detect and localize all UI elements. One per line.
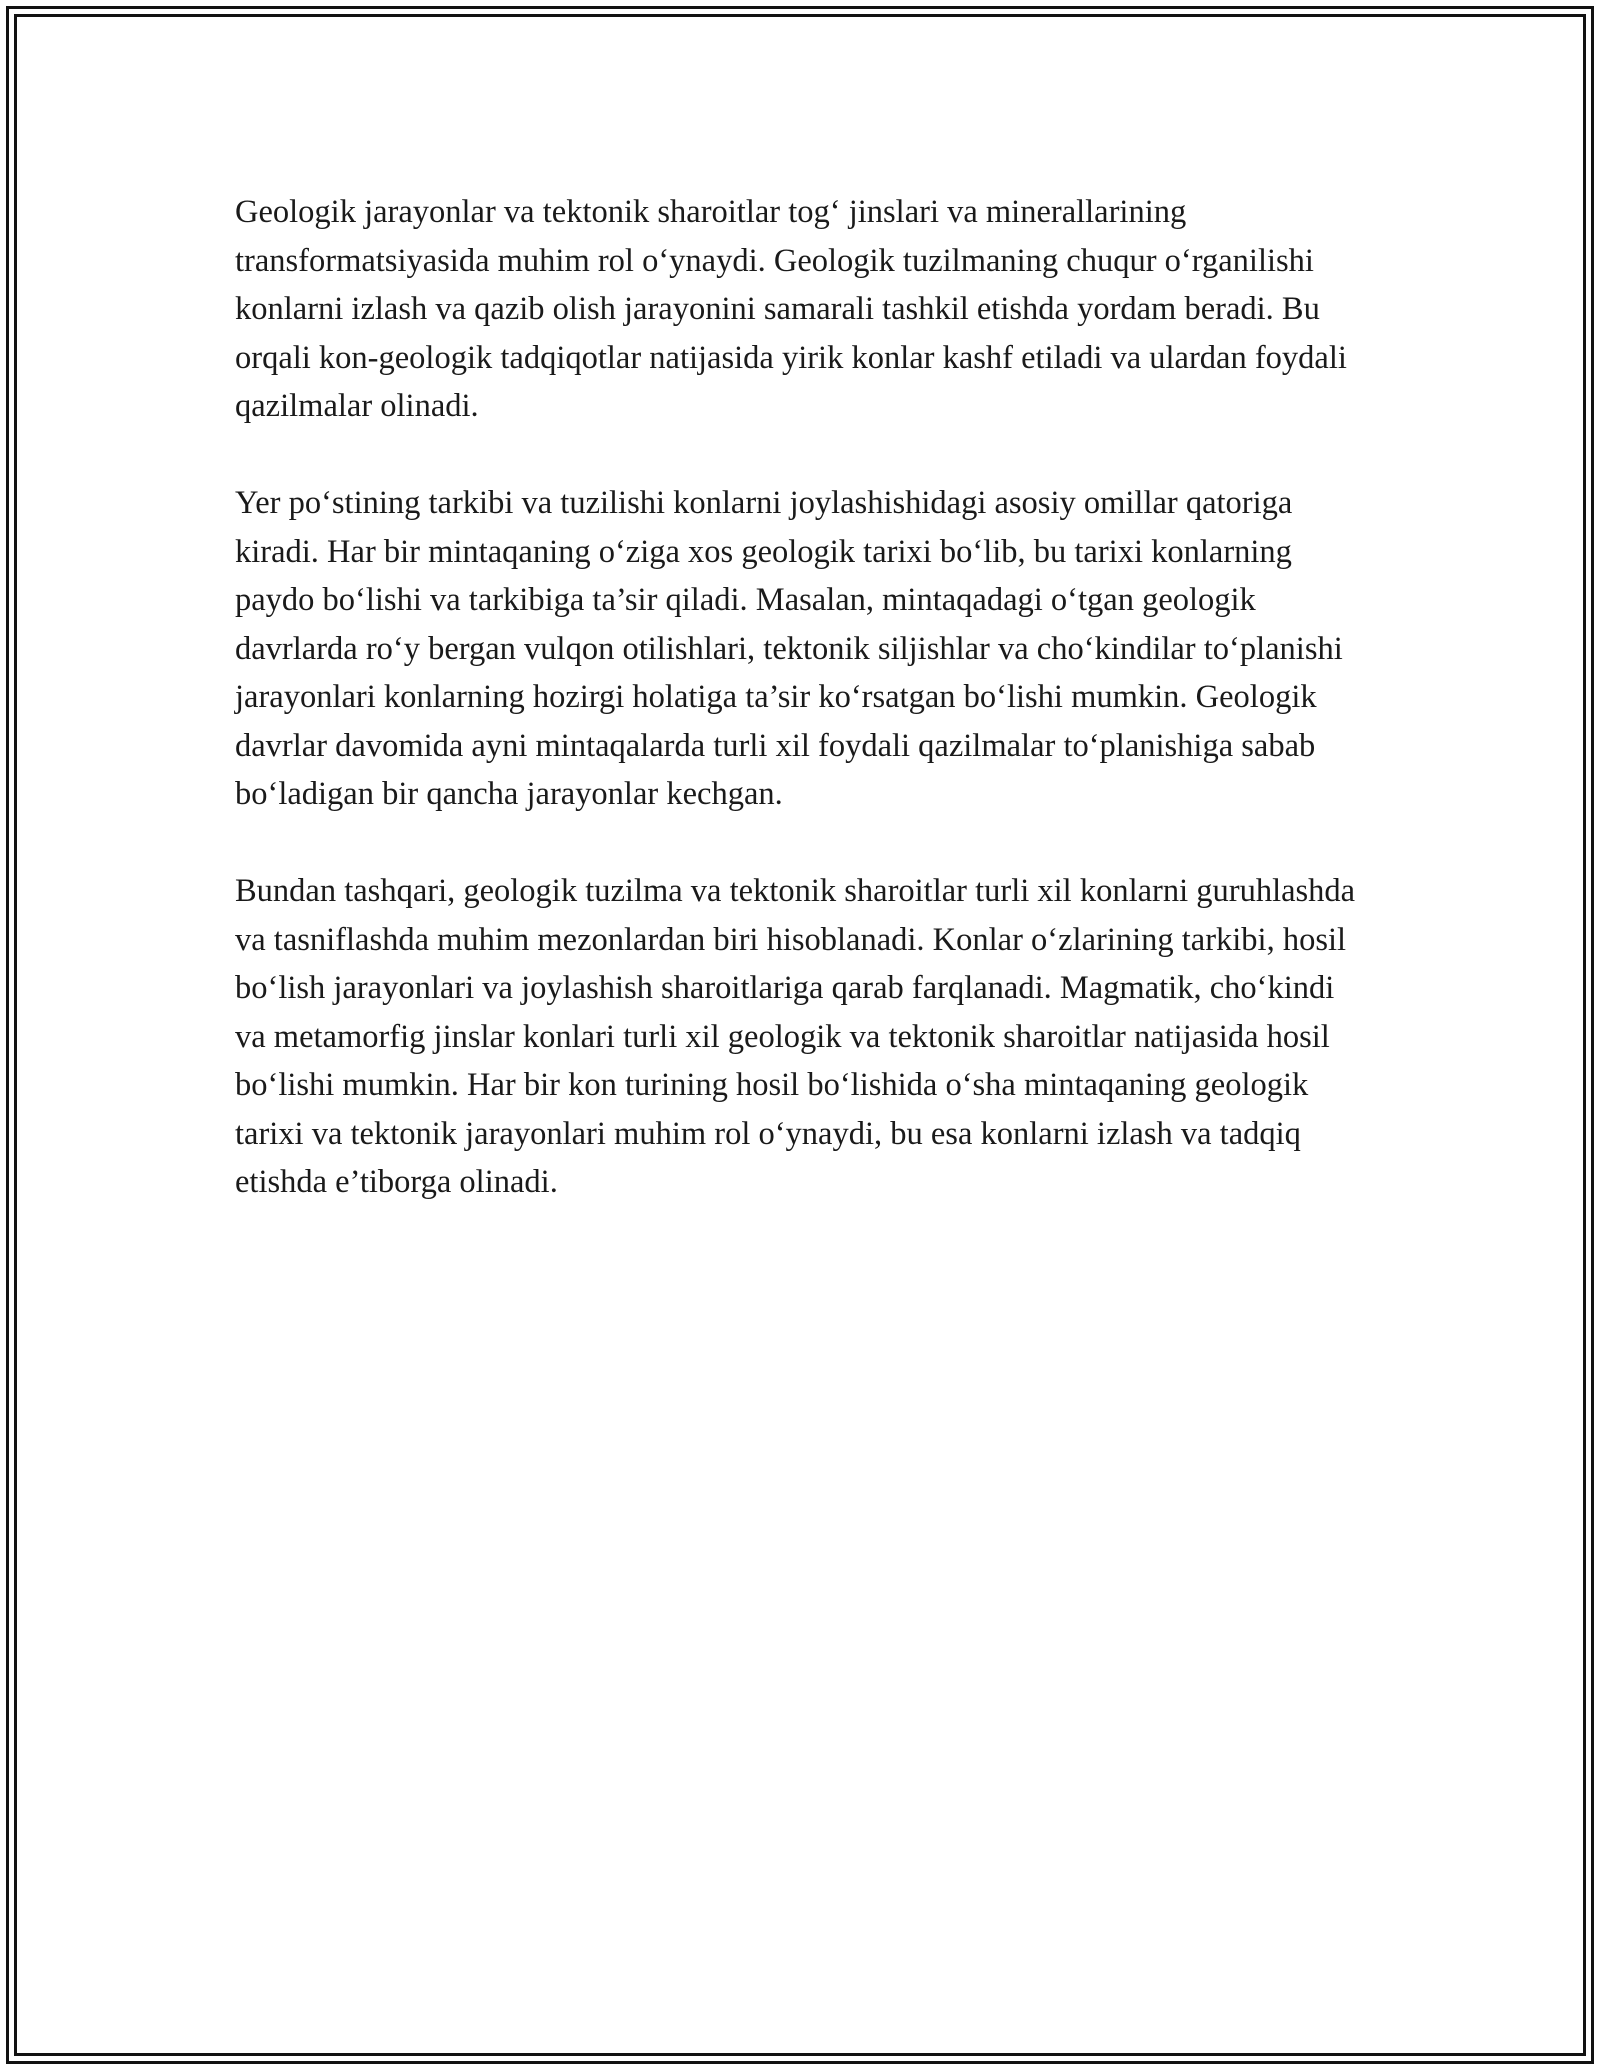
paragraph-1: Geologik jarayonlar va tektonik sharoitlar tog‘ jinslari va minerallarining transformatsiyasida muhim rol o‘ynaydi. Geologik tuzilmaning chuqur o‘rganilishi konlarni izlash va qazib olish jarayonini samarali tashkil etishda yordam beradi. Bu orqali kon-geologik tadqiqotlar natijasida yirik konlar kashf etiladi va ulardan foydali qazilmalar olinadi.: [235, 194, 1347, 424]
paragraph-3: Bundan tashqari, geologik tuzilma va tektonik sharoitlar turli xil konlarni guruhlashda va tasniflashda muhim mezonlardan biri hisoblanadi. Konlar o‘zlarining tarkibi, hosil bo‘lish jarayonlari va joylashish sharoitlariga qarab farqlanadi. Magmatik, cho‘kindi va metamorfig jinslar konlari turli xil geologik va tektonik sharoitlar natijasida hosil bo‘lishi mumkin. Har bir kon turining hosil bo‘lishida o‘sha mintaqaning geologik tarixi va tektonik jarayonlari muhim rol o‘ynaydi, bu esa konlarni izlash va tadqiq etishda e’tiborga olinadi.: [235, 873, 1356, 1200]
paragraph-2: Yer po‘stining tarkibi va tuzilishi konlarni joylashishidagi asosiy omillar qatoriga kiradi. Har bir mintaqaning o‘ziga xos geologik tarixi bo‘lib, bu tarixi konlarning paydo bo‘lishi va tarkibiga ta’sir qiladi. Masalan, mintaqadagi o‘tgan geologik davrlarda ro‘y bergan vulqon otilishlari, tektonik siljishlar va cho‘kindilar to‘planishi jarayonlari konlarning hozirgi holatiga ta’sir ko‘rsatgan bo‘lishi mumkin. Geologik davrlar davomida ayni mintaqalarda turli xil foydali qazilmalar to‘planishiga sabab bo‘ladigan bir qancha jarayonlar kechgan.: [235, 485, 1343, 812]
document-body: [235, 188, 1365, 1255]
